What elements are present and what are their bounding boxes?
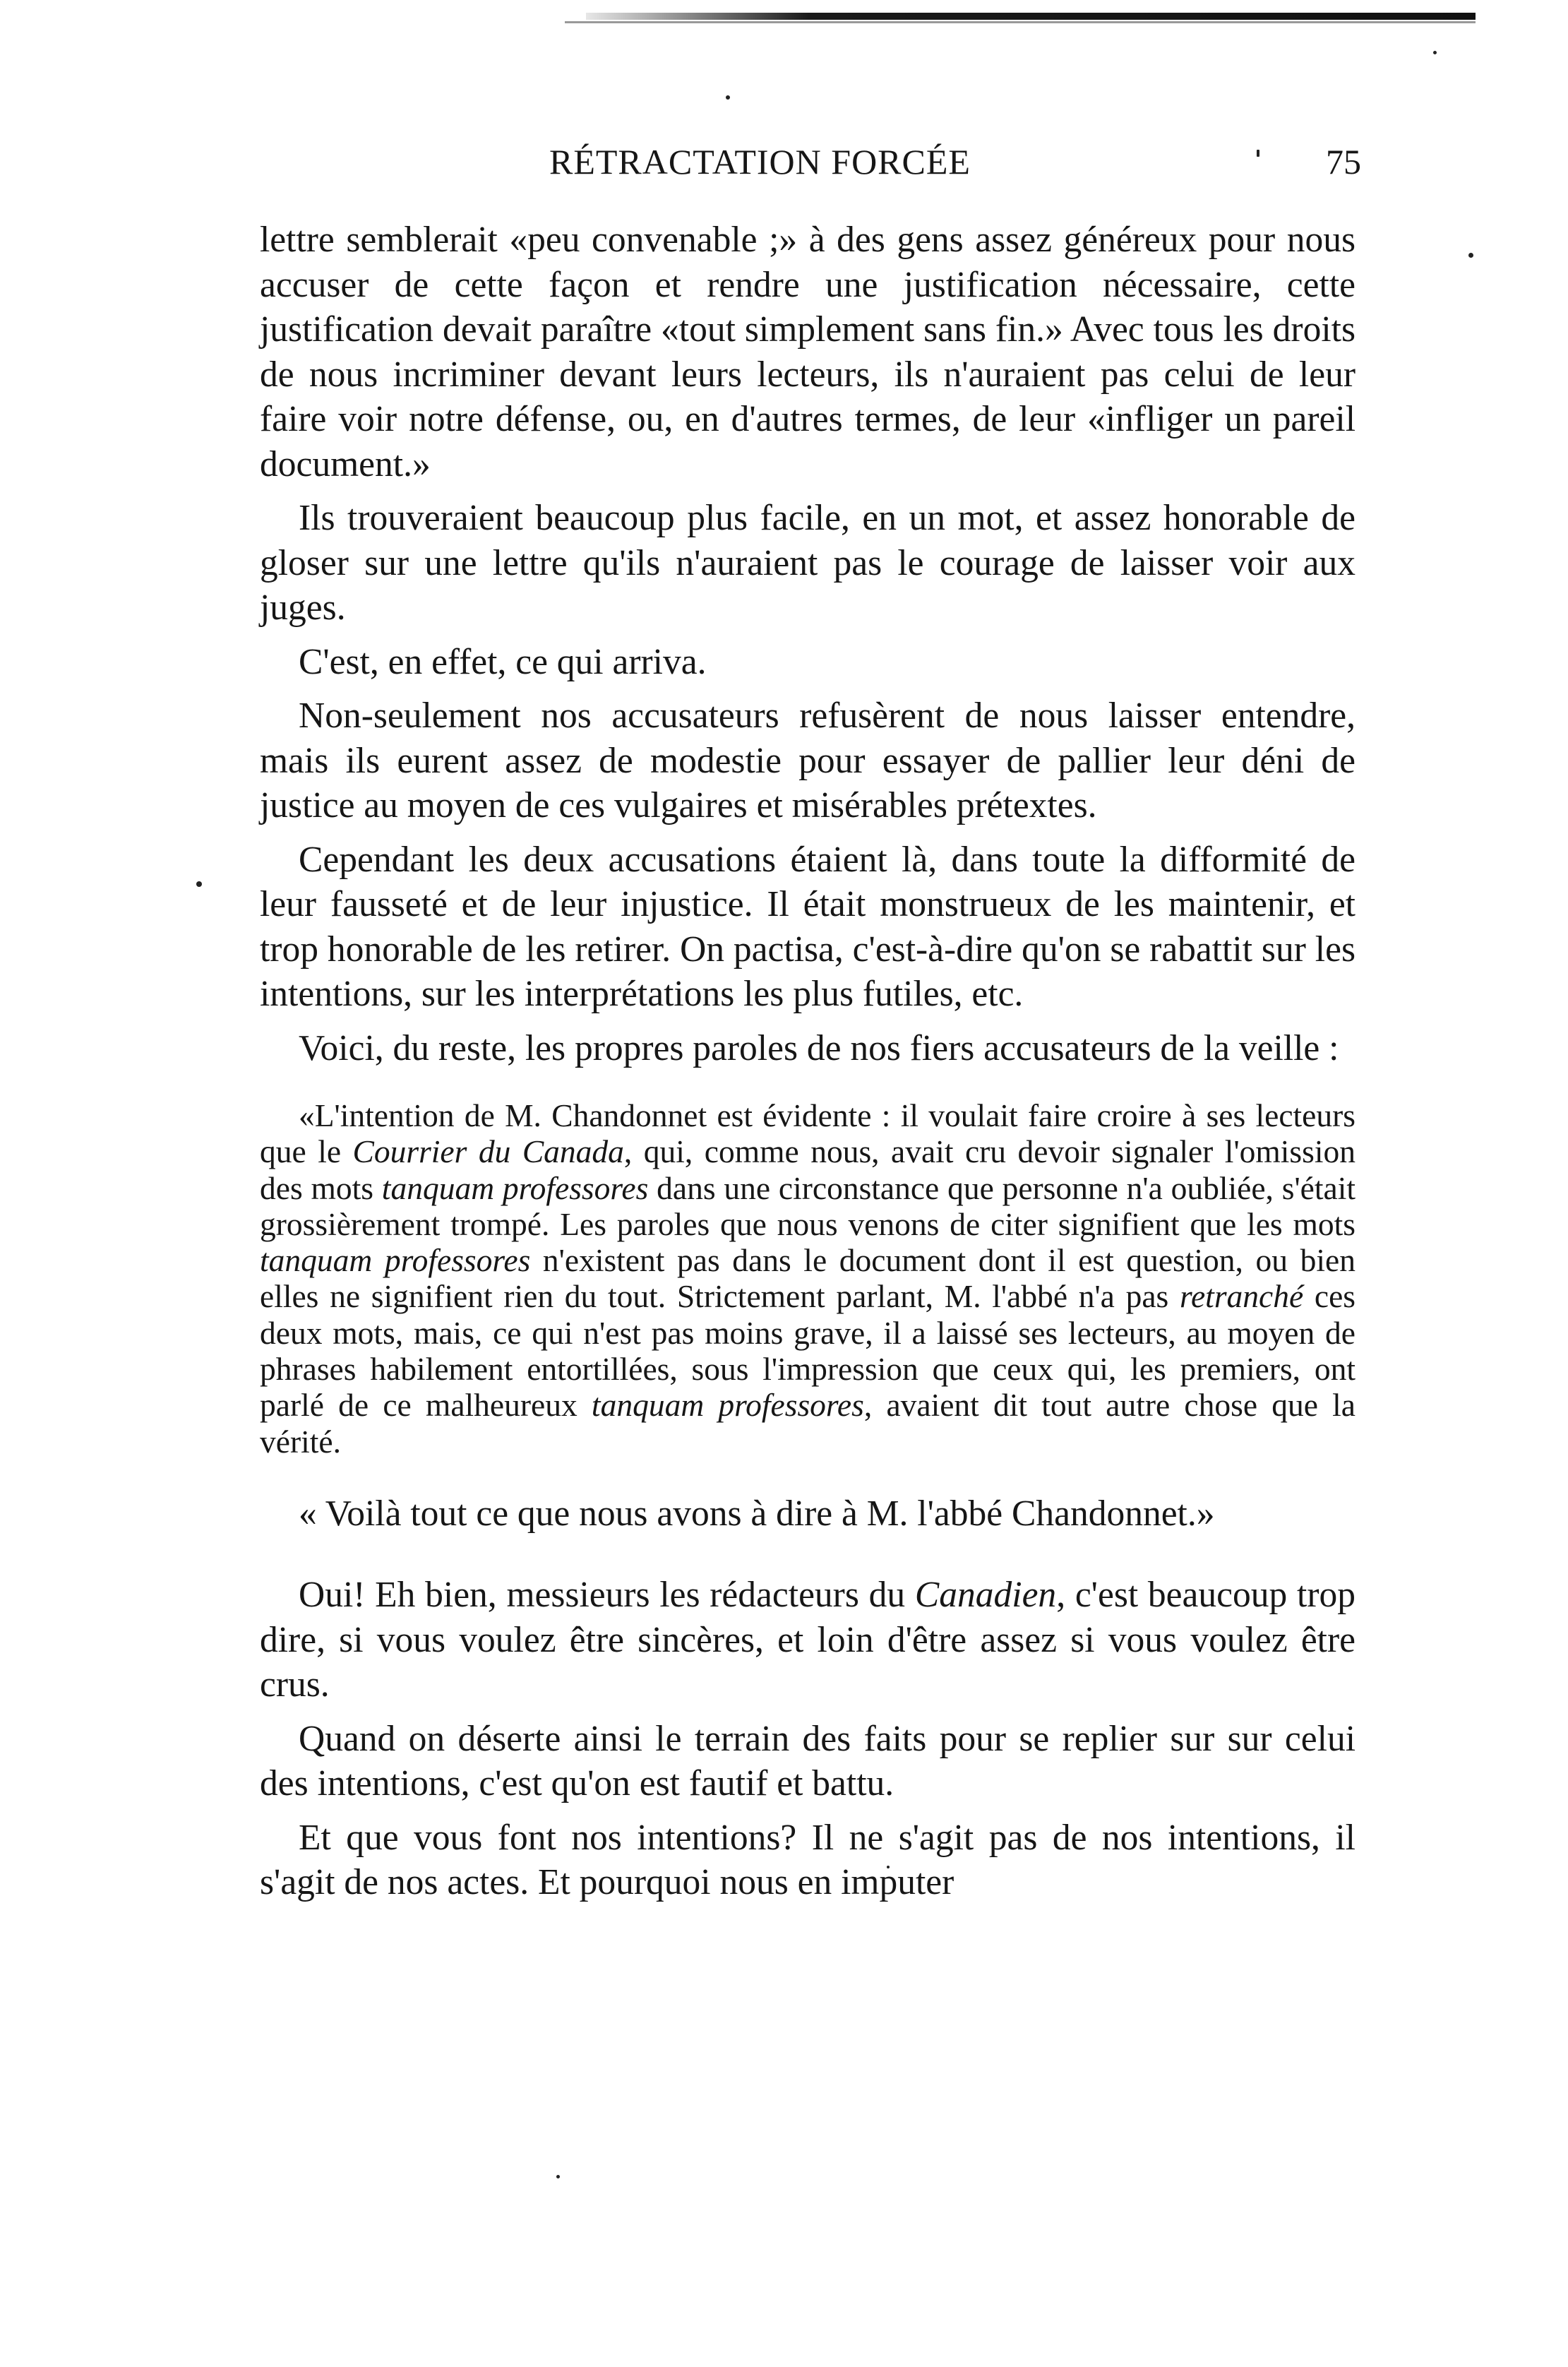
paragraph-italic: Canadien: [914, 1575, 1057, 1616]
paragraph: Voici, du reste, les propres paroles de nos fiers accusateurs de la veille :: [299, 1027, 1339, 1068]
scan-speck: [726, 95, 730, 100]
quote-italic: retranché: [1179, 1278, 1304, 1315]
running-title: RÉTRACTATION FORCÉE: [549, 142, 971, 181]
quote-italic: Courrier du Canada: [352, 1133, 624, 1170]
quote-italic: tanquam professores: [591, 1387, 864, 1424]
paragraph: Non-seulement nos accusateurs refusèrent de nous laisser entendre, mais ils eurent assez de modestie pour essayer de pallier leur déni de justice au moyen de ces vulgaires et misérables prétextes.: [260, 696, 1355, 825]
quote-text: , qui, comme nous, avait cru devoir signaler l'omission des mots: [260, 1133, 1355, 1206]
page-number: 75: [1326, 142, 1361, 181]
paragraph-text: Oui! Eh bien, messieurs les rédacteurs du: [299, 1575, 915, 1616]
quote-closing-line: « Voilà tout ce que nous avons à dire à M. l'abbé Chandonnet.»: [299, 1493, 1215, 1534]
scan-speck: [1433, 51, 1437, 54]
scan-speck: [196, 881, 202, 887]
top-scan-edge-thin: [565, 21, 1476, 23]
quote-text: n'existent pas dans le document dont il est question, ou bien elles ne signifient rien du tout. Strictement parlant, M. l'abbé n'a pas: [260, 1242, 1355, 1315]
paragraph-text: , c'est beaucoup trop dire, si vous voulez être sincères, et loin d'être assez si vous voulez être crus.: [260, 1575, 1355, 1705]
scan-speck: [1468, 253, 1473, 258]
quote-text: dans une circonstance que personne n'a oubliée, s'était grossièrement trompé. Les paroles que nous venons de citer signifient que les mots: [260, 1169, 1355, 1242]
quote-italic: tanquam professores: [381, 1169, 649, 1206]
scan-speck: [556, 2175, 560, 2178]
paragraph: Ils trouveraient beaucoup plus facile, en un mot, et assez honorable de gloser sur une lettre qu'ils n'auraient pas le courage de laisser voir aux juges.: [260, 498, 1355, 628]
quote-text: «L'intention de M. Chandonnet est évidente : il voulait faire croire à ses lecteurs que le: [260, 1097, 1355, 1170]
paragraph: Cependant les deux accusations étaient là, dans toute la difformité de leur fausseté et de leur injustice. Il était monstrueux de les maintenir, et trop honorable de les retirer. On pactisa, c'est-à-dire qu'on se rabattit sur les intentions, sur les interprétations les plus futiles, etc.: [260, 839, 1355, 1014]
top-scan-edge: [586, 13, 1476, 20]
paragraph: C'est, en effet, ce qui arriva.: [299, 641, 707, 682]
quote-italic: tanquam professores: [260, 1242, 531, 1279]
block-quote: [260, 1097, 1355, 1460]
running-head: [0, 141, 1568, 198]
quote-text: , avaient dit tout autre chose que la vérité.: [260, 1387, 1355, 1460]
body-text: [260, 217, 1355, 1905]
quote-text: ces deux mots, mais, ce qui n'est pas moins grave, il a laissé ses lecteurs, au moyen de phrases habilement entortillées, sous l'impression que ceux qui, les premiers, ont parlé de ce malheureux: [260, 1278, 1355, 1424]
paragraph: [260, 1573, 1355, 1707]
paragraph: lettre semblerait «peu convenable ;» à des gens assez généreux pour nous accuser de cette façon et rendre une justification nécessaire, cette justification devait paraître «tout simplement sans fin.» Avec tous les droits de nous incriminer devant leurs lecteurs, ils n'auraient pas celui de leur faire voir notre défense, ou, en d'autres termes, de leur «infliger un pareil document.»: [260, 220, 1355, 484]
paragraph: Quand on déserte ainsi le terrain des faits pour se replier sur sur celui des intentions, c'est qu'on est fautif et battu.: [260, 1718, 1355, 1804]
paragraph: Et que vous font nos intentions? Il ne s'agit pas de nos intentions, il s'agit de nos actes. Et pourquoi nous en imputer: [260, 1817, 1355, 1903]
